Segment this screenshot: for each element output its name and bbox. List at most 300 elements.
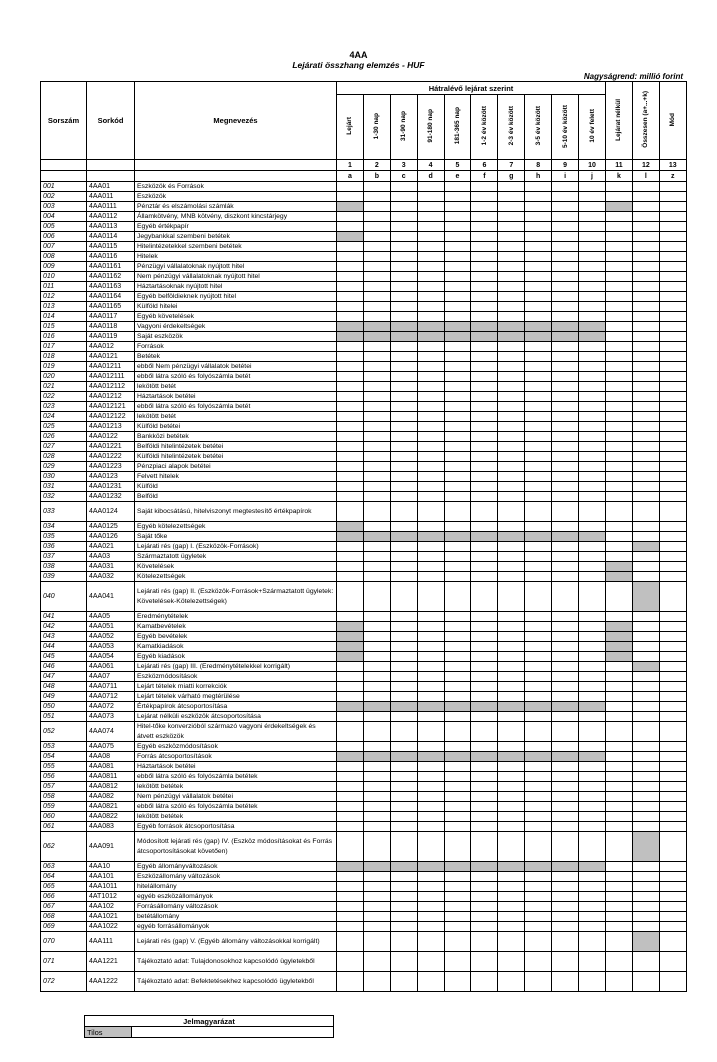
value-cell[interactable] xyxy=(363,772,390,782)
value-cell[interactable] xyxy=(417,622,444,632)
value-cell[interactable] xyxy=(471,392,498,402)
value-cell[interactable] xyxy=(498,832,525,862)
value-cell[interactable] xyxy=(579,742,606,752)
value-cell[interactable] xyxy=(498,252,525,262)
value-cell[interactable] xyxy=(525,272,552,282)
value-cell[interactable] xyxy=(337,892,364,902)
value-cell[interactable] xyxy=(552,782,579,792)
value-cell[interactable] xyxy=(498,792,525,802)
value-cell[interactable] xyxy=(498,812,525,822)
value-cell[interactable] xyxy=(632,752,659,762)
value-cell[interactable] xyxy=(579,952,606,972)
value-cell[interactable] xyxy=(552,482,579,492)
value-cell[interactable] xyxy=(659,692,686,702)
value-cell[interactable] xyxy=(417,272,444,282)
value-cell[interactable] xyxy=(363,362,390,372)
value-cell[interactable] xyxy=(417,712,444,722)
value-cell[interactable] xyxy=(632,892,659,902)
value-cell[interactable] xyxy=(498,972,525,992)
value-cell[interactable] xyxy=(363,642,390,652)
value-cell[interactable] xyxy=(525,402,552,412)
value-cell[interactable] xyxy=(632,242,659,252)
value-cell[interactable] xyxy=(337,372,364,382)
value-cell[interactable] xyxy=(498,302,525,312)
value-cell[interactable] xyxy=(579,182,606,192)
value-cell[interactable] xyxy=(525,202,552,212)
value-cell[interactable] xyxy=(659,422,686,432)
value-cell[interactable] xyxy=(525,342,552,352)
value-cell[interactable] xyxy=(659,822,686,832)
value-cell[interactable] xyxy=(579,782,606,792)
value-cell[interactable] xyxy=(525,552,552,562)
value-cell[interactable] xyxy=(498,762,525,772)
value-cell[interactable] xyxy=(444,932,471,952)
value-cell[interactable] xyxy=(525,612,552,622)
value-cell[interactable] xyxy=(471,432,498,442)
value-cell[interactable] xyxy=(417,542,444,552)
value-cell[interactable] xyxy=(525,802,552,812)
value-cell[interactable] xyxy=(363,972,390,992)
value-cell[interactable] xyxy=(552,682,579,692)
value-cell[interactable] xyxy=(606,542,633,552)
value-cell[interactable] xyxy=(606,952,633,972)
value-cell[interactable] xyxy=(498,712,525,722)
value-cell[interactable] xyxy=(363,742,390,752)
value-cell[interactable] xyxy=(390,372,417,382)
value-cell[interactable] xyxy=(471,312,498,322)
value-cell[interactable] xyxy=(390,482,417,492)
value-cell[interactable] xyxy=(498,382,525,392)
value-cell[interactable] xyxy=(552,362,579,372)
value-cell[interactable] xyxy=(606,482,633,492)
value-cell[interactable] xyxy=(471,502,498,522)
value-cell[interactable] xyxy=(444,382,471,392)
value-cell[interactable] xyxy=(417,432,444,442)
value-cell[interactable] xyxy=(390,632,417,642)
value-cell[interactable] xyxy=(632,442,659,452)
value-cell[interactable] xyxy=(471,682,498,692)
value-cell[interactable] xyxy=(579,902,606,912)
value-cell[interactable] xyxy=(337,382,364,392)
value-cell[interactable] xyxy=(390,262,417,272)
value-cell[interactable] xyxy=(632,432,659,442)
value-cell[interactable] xyxy=(337,212,364,222)
value-cell[interactable] xyxy=(444,652,471,662)
value-cell[interactable] xyxy=(659,712,686,722)
value-cell[interactable] xyxy=(525,562,552,572)
value-cell[interactable] xyxy=(552,642,579,652)
value-cell[interactable] xyxy=(471,242,498,252)
value-cell[interactable] xyxy=(498,482,525,492)
value-cell[interactable] xyxy=(579,292,606,302)
value-cell[interactable] xyxy=(444,252,471,262)
value-cell[interactable] xyxy=(552,922,579,932)
value-cell[interactable] xyxy=(363,462,390,472)
value-cell[interactable] xyxy=(659,362,686,372)
value-cell[interactable] xyxy=(444,522,471,532)
value-cell[interactable] xyxy=(525,932,552,952)
value-cell[interactable] xyxy=(417,902,444,912)
value-cell[interactable] xyxy=(390,682,417,692)
value-cell[interactable] xyxy=(579,552,606,562)
value-cell[interactable] xyxy=(471,422,498,432)
value-cell[interactable] xyxy=(525,472,552,482)
value-cell[interactable] xyxy=(444,292,471,302)
value-cell[interactable] xyxy=(471,222,498,232)
value-cell[interactable] xyxy=(444,192,471,202)
value-cell[interactable] xyxy=(659,522,686,532)
value-cell[interactable] xyxy=(444,202,471,212)
value-cell[interactable] xyxy=(498,312,525,322)
value-cell[interactable] xyxy=(417,692,444,702)
value-cell[interactable] xyxy=(337,542,364,552)
value-cell[interactable] xyxy=(525,832,552,862)
value-cell[interactable] xyxy=(471,372,498,382)
value-cell[interactable] xyxy=(606,242,633,252)
value-cell[interactable] xyxy=(498,882,525,892)
value-cell[interactable] xyxy=(363,882,390,892)
value-cell[interactable] xyxy=(471,882,498,892)
value-cell[interactable] xyxy=(579,432,606,442)
value-cell[interactable] xyxy=(444,762,471,772)
value-cell[interactable] xyxy=(579,612,606,622)
value-cell[interactable] xyxy=(579,912,606,922)
value-cell[interactable] xyxy=(390,662,417,672)
value-cell[interactable] xyxy=(525,192,552,202)
value-cell[interactable] xyxy=(525,282,552,292)
value-cell[interactable] xyxy=(606,792,633,802)
value-cell[interactable] xyxy=(498,352,525,362)
value-cell[interactable] xyxy=(471,642,498,652)
value-cell[interactable] xyxy=(417,552,444,562)
value-cell[interactable] xyxy=(471,342,498,352)
value-cell[interactable] xyxy=(417,312,444,322)
value-cell[interactable] xyxy=(632,532,659,542)
value-cell[interactable] xyxy=(417,412,444,422)
value-cell[interactable] xyxy=(632,292,659,302)
value-cell[interactable] xyxy=(471,772,498,782)
value-cell[interactable] xyxy=(606,892,633,902)
value-cell[interactable] xyxy=(632,902,659,912)
value-cell[interactable] xyxy=(363,802,390,812)
value-cell[interactable] xyxy=(552,242,579,252)
value-cell[interactable] xyxy=(659,802,686,812)
value-cell[interactable] xyxy=(337,822,364,832)
value-cell[interactable] xyxy=(606,492,633,502)
value-cell[interactable] xyxy=(525,622,552,632)
value-cell[interactable] xyxy=(606,382,633,392)
value-cell[interactable] xyxy=(606,902,633,912)
value-cell[interactable] xyxy=(498,772,525,782)
value-cell[interactable] xyxy=(417,202,444,212)
value-cell[interactable] xyxy=(525,782,552,792)
value-cell[interactable] xyxy=(417,482,444,492)
value-cell[interactable] xyxy=(363,762,390,772)
value-cell[interactable] xyxy=(337,262,364,272)
value-cell[interactable] xyxy=(363,482,390,492)
value-cell[interactable] xyxy=(498,642,525,652)
value-cell[interactable] xyxy=(417,222,444,232)
value-cell[interactable] xyxy=(444,812,471,822)
value-cell[interactable] xyxy=(444,362,471,372)
value-cell[interactable] xyxy=(390,522,417,532)
value-cell[interactable] xyxy=(363,412,390,422)
value-cell[interactable] xyxy=(552,892,579,902)
value-cell[interactable] xyxy=(606,552,633,562)
value-cell[interactable] xyxy=(579,712,606,722)
value-cell[interactable] xyxy=(579,372,606,382)
value-cell[interactable] xyxy=(390,712,417,722)
value-cell[interactable] xyxy=(659,572,686,582)
value-cell[interactable] xyxy=(632,362,659,372)
value-cell[interactable] xyxy=(632,722,659,742)
value-cell[interactable] xyxy=(552,612,579,622)
value-cell[interactable] xyxy=(606,912,633,922)
value-cell[interactable] xyxy=(659,282,686,292)
value-cell[interactable] xyxy=(444,622,471,632)
value-cell[interactable] xyxy=(552,292,579,302)
value-cell[interactable] xyxy=(498,242,525,252)
value-cell[interactable] xyxy=(606,322,633,332)
value-cell[interactable] xyxy=(444,832,471,862)
value-cell[interactable] xyxy=(632,682,659,692)
value-cell[interactable] xyxy=(417,212,444,222)
value-cell[interactable] xyxy=(632,692,659,702)
value-cell[interactable] xyxy=(606,742,633,752)
value-cell[interactable] xyxy=(417,832,444,862)
value-cell[interactable] xyxy=(579,502,606,522)
value-cell[interactable] xyxy=(417,632,444,642)
value-cell[interactable] xyxy=(632,312,659,322)
value-cell[interactable] xyxy=(444,182,471,192)
value-cell[interactable] xyxy=(579,652,606,662)
value-cell[interactable] xyxy=(606,312,633,322)
value-cell[interactable] xyxy=(390,282,417,292)
value-cell[interactable] xyxy=(632,782,659,792)
value-cell[interactable] xyxy=(525,502,552,522)
value-cell[interactable] xyxy=(498,202,525,212)
value-cell[interactable] xyxy=(417,472,444,482)
value-cell[interactable] xyxy=(444,212,471,222)
value-cell[interactable] xyxy=(471,412,498,422)
value-cell[interactable] xyxy=(552,542,579,552)
value-cell[interactable] xyxy=(659,912,686,922)
value-cell[interactable] xyxy=(337,572,364,582)
value-cell[interactable] xyxy=(606,532,633,542)
value-cell[interactable] xyxy=(632,812,659,822)
value-cell[interactable] xyxy=(525,922,552,932)
value-cell[interactable] xyxy=(659,752,686,762)
value-cell[interactable] xyxy=(337,912,364,922)
value-cell[interactable] xyxy=(659,482,686,492)
value-cell[interactable] xyxy=(337,932,364,952)
value-cell[interactable] xyxy=(417,682,444,692)
value-cell[interactable] xyxy=(363,392,390,402)
value-cell[interactable] xyxy=(337,902,364,912)
value-cell[interactable] xyxy=(390,472,417,482)
value-cell[interactable] xyxy=(632,302,659,312)
value-cell[interactable] xyxy=(552,772,579,782)
value-cell[interactable] xyxy=(444,872,471,882)
value-cell[interactable] xyxy=(444,972,471,992)
value-cell[interactable] xyxy=(444,572,471,582)
value-cell[interactable] xyxy=(471,652,498,662)
value-cell[interactable] xyxy=(337,462,364,472)
value-cell[interactable] xyxy=(552,692,579,702)
value-cell[interactable] xyxy=(632,952,659,972)
value-cell[interactable] xyxy=(444,472,471,482)
value-cell[interactable] xyxy=(337,612,364,622)
value-cell[interactable] xyxy=(606,412,633,422)
value-cell[interactable] xyxy=(632,672,659,682)
value-cell[interactable] xyxy=(552,462,579,472)
value-cell[interactable] xyxy=(444,232,471,242)
value-cell[interactable] xyxy=(659,952,686,972)
value-cell[interactable] xyxy=(471,562,498,572)
value-cell[interactable] xyxy=(337,402,364,412)
value-cell[interactable] xyxy=(417,442,444,452)
value-cell[interactable] xyxy=(417,822,444,832)
value-cell[interactable] xyxy=(552,272,579,282)
value-cell[interactable] xyxy=(390,292,417,302)
value-cell[interactable] xyxy=(525,912,552,922)
value-cell[interactable] xyxy=(444,642,471,652)
value-cell[interactable] xyxy=(606,832,633,862)
value-cell[interactable] xyxy=(444,742,471,752)
value-cell[interactable] xyxy=(525,952,552,972)
value-cell[interactable] xyxy=(632,822,659,832)
value-cell[interactable] xyxy=(390,652,417,662)
value-cell[interactable] xyxy=(337,722,364,742)
value-cell[interactable] xyxy=(471,542,498,552)
value-cell[interactable] xyxy=(390,462,417,472)
value-cell[interactable] xyxy=(632,342,659,352)
value-cell[interactable] xyxy=(606,712,633,722)
value-cell[interactable] xyxy=(390,392,417,402)
value-cell[interactable] xyxy=(606,862,633,872)
value-cell[interactable] xyxy=(632,552,659,562)
value-cell[interactable] xyxy=(337,292,364,302)
value-cell[interactable] xyxy=(471,632,498,642)
value-cell[interactable] xyxy=(417,352,444,362)
value-cell[interactable] xyxy=(390,232,417,242)
value-cell[interactable] xyxy=(363,652,390,662)
value-cell[interactable] xyxy=(390,762,417,772)
value-cell[interactable] xyxy=(659,652,686,662)
value-cell[interactable] xyxy=(606,462,633,472)
value-cell[interactable] xyxy=(444,262,471,272)
value-cell[interactable] xyxy=(659,532,686,542)
value-cell[interactable] xyxy=(606,342,633,352)
value-cell[interactable] xyxy=(337,792,364,802)
value-cell[interactable] xyxy=(525,422,552,432)
value-cell[interactable] xyxy=(659,502,686,522)
value-cell[interactable] xyxy=(363,402,390,412)
value-cell[interactable] xyxy=(390,222,417,232)
value-cell[interactable] xyxy=(552,392,579,402)
value-cell[interactable] xyxy=(471,712,498,722)
value-cell[interactable] xyxy=(444,582,471,612)
value-cell[interactable] xyxy=(498,392,525,402)
value-cell[interactable] xyxy=(417,242,444,252)
value-cell[interactable] xyxy=(552,382,579,392)
value-cell[interactable] xyxy=(525,582,552,612)
value-cell[interactable] xyxy=(363,922,390,932)
value-cell[interactable] xyxy=(363,452,390,462)
value-cell[interactable] xyxy=(417,612,444,622)
value-cell[interactable] xyxy=(632,652,659,662)
value-cell[interactable] xyxy=(579,872,606,882)
value-cell[interactable] xyxy=(659,322,686,332)
value-cell[interactable] xyxy=(444,352,471,362)
value-cell[interactable] xyxy=(659,742,686,752)
value-cell[interactable] xyxy=(525,872,552,882)
value-cell[interactable] xyxy=(579,722,606,742)
value-cell[interactable] xyxy=(579,622,606,632)
value-cell[interactable] xyxy=(417,382,444,392)
value-cell[interactable] xyxy=(444,392,471,402)
value-cell[interactable] xyxy=(579,282,606,292)
value-cell[interactable] xyxy=(337,272,364,282)
value-cell[interactable] xyxy=(606,922,633,932)
value-cell[interactable] xyxy=(659,932,686,952)
value-cell[interactable] xyxy=(471,952,498,972)
value-cell[interactable] xyxy=(579,642,606,652)
value-cell[interactable] xyxy=(363,372,390,382)
value-cell[interactable] xyxy=(444,682,471,692)
value-cell[interactable] xyxy=(417,342,444,352)
value-cell[interactable] xyxy=(444,482,471,492)
value-cell[interactable] xyxy=(525,632,552,642)
value-cell[interactable] xyxy=(552,722,579,742)
value-cell[interactable] xyxy=(525,252,552,262)
value-cell[interactable] xyxy=(363,302,390,312)
value-cell[interactable] xyxy=(579,562,606,572)
value-cell[interactable] xyxy=(632,702,659,712)
value-cell[interactable] xyxy=(471,722,498,742)
value-cell[interactable] xyxy=(363,822,390,832)
value-cell[interactable] xyxy=(417,882,444,892)
value-cell[interactable] xyxy=(606,212,633,222)
value-cell[interactable] xyxy=(337,352,364,362)
value-cell[interactable] xyxy=(659,682,686,692)
value-cell[interactable] xyxy=(659,492,686,502)
value-cell[interactable] xyxy=(444,542,471,552)
value-cell[interactable] xyxy=(552,422,579,432)
value-cell[interactable] xyxy=(363,212,390,222)
value-cell[interactable] xyxy=(337,182,364,192)
value-cell[interactable] xyxy=(471,892,498,902)
value-cell[interactable] xyxy=(552,412,579,422)
value-cell[interactable] xyxy=(390,792,417,802)
value-cell[interactable] xyxy=(659,312,686,322)
value-cell[interactable] xyxy=(525,492,552,502)
value-cell[interactable] xyxy=(498,692,525,702)
value-cell[interactable] xyxy=(579,572,606,582)
value-cell[interactable] xyxy=(632,772,659,782)
value-cell[interactable] xyxy=(659,792,686,802)
value-cell[interactable] xyxy=(606,702,633,712)
value-cell[interactable] xyxy=(525,892,552,902)
value-cell[interactable] xyxy=(471,822,498,832)
value-cell[interactable] xyxy=(498,372,525,382)
value-cell[interactable] xyxy=(417,452,444,462)
value-cell[interactable] xyxy=(525,722,552,742)
value-cell[interactable] xyxy=(363,892,390,902)
value-cell[interactable] xyxy=(525,362,552,372)
value-cell[interactable] xyxy=(632,212,659,222)
value-cell[interactable] xyxy=(498,462,525,472)
